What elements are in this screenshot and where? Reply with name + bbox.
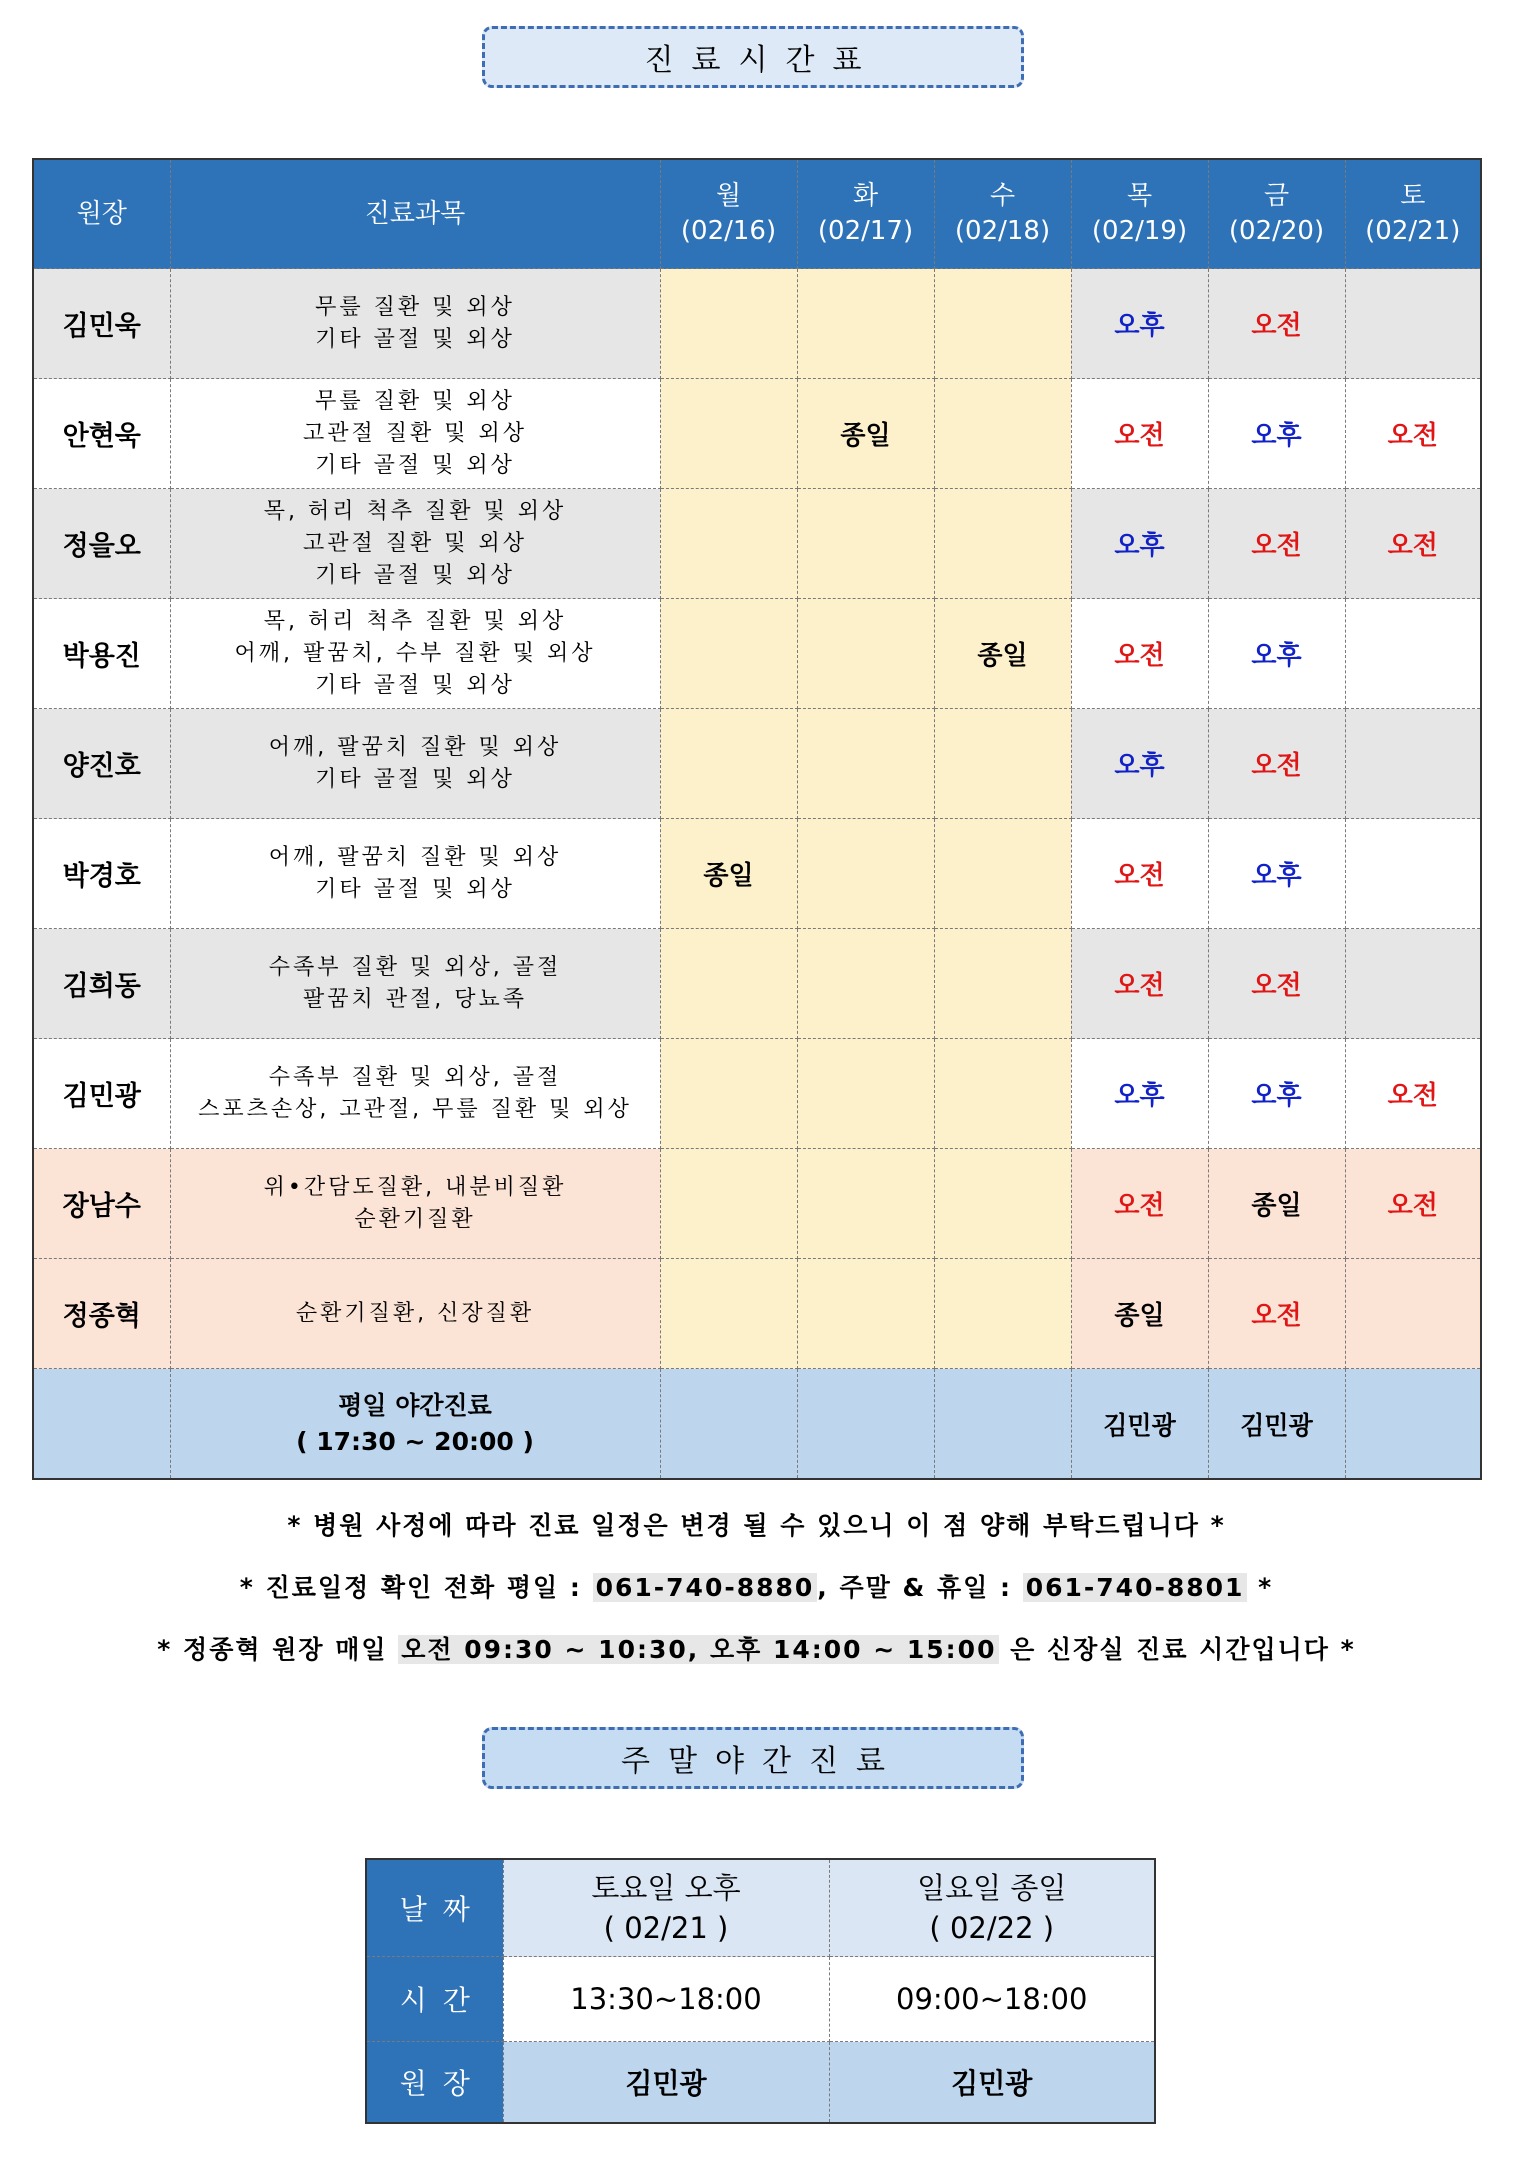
- schedule-slot: [934, 709, 1071, 819]
- schedule-slot: [934, 929, 1071, 1039]
- doctor-row: [33, 1039, 1481, 1149]
- weekend-date-cell: 일요일 종일 ( 02/22 ): [829, 1859, 1155, 1957]
- schedule-slot: 오전: [1345, 489, 1481, 599]
- schedule-slot: [1345, 1259, 1481, 1369]
- schedule-slot: [660, 1039, 797, 1149]
- subject-line: 기타 골절 및 외상: [315, 876, 515, 902]
- day-header: 화 (02/17): [797, 159, 934, 269]
- schedule-slot: 오후: [1071, 489, 1208, 599]
- schedule-slot: 오전: [1208, 1259, 1345, 1369]
- schedule-slot: 오전: [1208, 489, 1345, 599]
- subject-line: 기타 골절 및 외상: [315, 326, 515, 352]
- date-label: 날짜: [366, 1859, 503, 1957]
- schedule-slot: 종일: [934, 599, 1071, 709]
- weekday-phone: 061-740-8880: [593, 1573, 818, 1602]
- weekend-table: [365, 1858, 1156, 2124]
- schedule-slot: 오전: [1208, 269, 1345, 379]
- subject-line: 어깨, 팔꿈치, 수부 질환 및 외상: [234, 640, 596, 666]
- weekend-time-row: [366, 1957, 1155, 2042]
- schedule-slot: [1345, 709, 1481, 819]
- schedule-slot: [797, 1039, 934, 1149]
- doctor-row: [33, 1259, 1481, 1369]
- subject-cell: [170, 489, 660, 599]
- doctor-name: 김민욱: [33, 269, 170, 379]
- schedule-slot: 종일: [1071, 1259, 1208, 1369]
- subject-line: 어깨, 팔꿈치 질환 및 외상: [268, 844, 562, 870]
- subject-cell: [170, 1039, 660, 1149]
- dialysis-hours: 오전 09:30 ~ 10:30, 오후 14:00 ~ 15:00: [398, 1635, 999, 1664]
- subject-line: 목, 허리 척추 질환 및 외상: [263, 608, 567, 634]
- night-clinic-label: [170, 1369, 660, 1480]
- subject-cell: [170, 929, 660, 1039]
- doctor-name: 정종혁: [33, 1259, 170, 1369]
- subject-line: 스포츠손상, 고관절, 무릎 질환 및 외상: [198, 1096, 632, 1122]
- doctor-row: [33, 269, 1481, 379]
- day-header: 월 (02/16): [660, 159, 797, 269]
- night-clinic-slot: 김민광: [1071, 1369, 1208, 1480]
- schedule-slot: 오후: [1071, 1039, 1208, 1149]
- doctor-header: 원장: [33, 159, 170, 269]
- schedule-slot: [934, 819, 1071, 929]
- weekend-time-cell: 09:00~18:00: [829, 1957, 1155, 2042]
- doctor-name: 장남수: [33, 1149, 170, 1259]
- schedule-slot: 오전: [1071, 599, 1208, 709]
- schedule-slot: [660, 1149, 797, 1259]
- subject-line: 고관절 질환 및 외상: [303, 420, 527, 446]
- subject-cell: [170, 1149, 660, 1259]
- weekend-date-row: [366, 1859, 1155, 1957]
- doctor-name: 안현욱: [33, 379, 170, 489]
- schedule-slot: 오후: [1208, 379, 1345, 489]
- subject-line: 기타 골절 및 외상: [315, 452, 515, 478]
- notice-phone: * 진료일정 확인 전화 평일 : 061-740-8880 , 주말 & 휴일 : 061-740-8801 *: [239, 1573, 1274, 1602]
- schedule-slot: 오전: [1345, 1039, 1481, 1149]
- weekend-doctor-cell: 김민광: [829, 2042, 1155, 2124]
- schedule-slot: [797, 269, 934, 379]
- schedule-slot: [660, 269, 797, 379]
- subject-line: 순환기질환, 신장질환: [295, 1300, 535, 1326]
- schedule-slot: 오후: [1071, 269, 1208, 379]
- time-label: 시간: [366, 1957, 503, 2042]
- subject-line: 팔꿈치 관절, 당뇨족: [303, 986, 527, 1012]
- doctor-row: [33, 489, 1481, 599]
- subject-line: 고관절 질환 및 외상: [303, 530, 527, 556]
- schedule-slot: 종일: [797, 379, 934, 489]
- doctor-row: [33, 819, 1481, 929]
- subject-line: 수족부 질환 및 외상, 골절: [268, 1064, 562, 1090]
- doctor-row: [33, 599, 1481, 709]
- schedule-slot: [1345, 929, 1481, 1039]
- subject-cell: [170, 1259, 660, 1369]
- schedule-slot: [797, 929, 934, 1039]
- night-clinic-slot: [1345, 1369, 1481, 1480]
- schedule-slot: [934, 1039, 1071, 1149]
- schedule-slot: 오전: [1345, 379, 1481, 489]
- doctor-row: [33, 1149, 1481, 1259]
- day-header: 토 (02/21): [1345, 159, 1481, 269]
- schedule-slot: [660, 599, 797, 709]
- subject-line: 기타 골절 및 외상: [315, 672, 515, 698]
- night-clinic-slot: [934, 1369, 1071, 1480]
- schedule-slot: [797, 599, 934, 709]
- weekend-phone: 061-740-8801: [1023, 1573, 1248, 1602]
- weekend-title: 주말야간진료: [482, 1727, 1024, 1789]
- schedule-slot: [660, 489, 797, 599]
- subject-cell: [170, 269, 660, 379]
- day-header: 목 (02/19): [1071, 159, 1208, 269]
- schedule-slot: 오전: [1208, 929, 1345, 1039]
- schedule-slot: [1345, 819, 1481, 929]
- weekend-date-cell: 토요일 오후 ( 02/21 ): [503, 1859, 829, 1957]
- schedule-slot: [797, 489, 934, 599]
- night-clinic-row: [33, 1369, 1481, 1480]
- doctor-row: [33, 709, 1481, 819]
- subject-line: 위•간담도질환, 내분비질환: [263, 1174, 567, 1200]
- doctor-name: 양진호: [33, 709, 170, 819]
- schedule-slot: [660, 709, 797, 819]
- doctor-name: 박경호: [33, 819, 170, 929]
- schedule-slot: [934, 489, 1071, 599]
- schedule-slot: [1345, 269, 1481, 379]
- doctor-name: 김민광: [33, 1039, 170, 1149]
- weekend-doctor-cell: 김민광: [503, 2042, 829, 2124]
- weekend-doctor-row: [366, 2042, 1155, 2124]
- schedule-slot: [934, 1149, 1071, 1259]
- day-header: 수 (02/18): [934, 159, 1071, 269]
- schedule-slot: 오후: [1208, 819, 1345, 929]
- night-clinic-slot: 김민광: [1208, 1369, 1345, 1480]
- subject-cell: [170, 709, 660, 819]
- doctor-label: 원장: [366, 2042, 503, 2124]
- schedule-slot: 오전: [1071, 929, 1208, 1039]
- schedule-slot: [934, 269, 1071, 379]
- subject-line: 목, 허리 척추 질환 및 외상: [263, 498, 567, 524]
- schedule-slot: [660, 1259, 797, 1369]
- schedule-slot: [660, 929, 797, 1039]
- schedule-slot: [934, 1259, 1071, 1369]
- schedule-slot: [1345, 599, 1481, 709]
- notice-schedule-change: * 병원 사정에 따라 진료 일정은 변경 될 수 있으니 이 점 양해 부탁드립니다 *: [287, 1511, 1226, 1540]
- subject-line: 어깨, 팔꿈치 질환 및 외상: [268, 734, 562, 760]
- weekend-time-cell: 13:30~18:00: [503, 1957, 829, 2042]
- subject-line: 기타 골절 및 외상: [315, 766, 515, 792]
- subject-cell: [170, 379, 660, 489]
- schedule-slot: 종일: [660, 819, 797, 929]
- subject-line: 기타 골절 및 외상: [315, 562, 515, 588]
- night-clinic-slot: [660, 1369, 797, 1480]
- schedule-slot: 종일: [1208, 1149, 1345, 1259]
- subject-cell: [170, 819, 660, 929]
- schedule-slot: [660, 379, 797, 489]
- subject-line: 수족부 질환 및 외상, 골절: [268, 954, 562, 980]
- schedule-slot: [797, 709, 934, 819]
- doctor-row: [33, 379, 1481, 489]
- schedule-slot: [797, 819, 934, 929]
- schedule-slot: [797, 1149, 934, 1259]
- schedule-slot: 오전: [1345, 1149, 1481, 1259]
- doctor-name: 정을오: [33, 489, 170, 599]
- subject-line: 무릎 질환 및 외상: [315, 388, 515, 414]
- doctor-name: 박용진: [33, 599, 170, 709]
- night-clinic-slot: [797, 1369, 934, 1480]
- schedule-title: 진료시간표: [482, 26, 1024, 88]
- subject-line: 순환기질환: [354, 1206, 476, 1232]
- schedule-slot: [934, 379, 1071, 489]
- doctor-row: [33, 929, 1481, 1039]
- schedule-slot: 오전: [1071, 819, 1208, 929]
- notice-dialysis: * 정종혁 원장 매일 오전 09:30 ~ 10:30, 오후 14:00 ~ 15:00 은 신장실 진료 시간입니다 *: [157, 1635, 1356, 1664]
- subject-cell: [170, 599, 660, 709]
- schedule-slot: 오전: [1208, 709, 1345, 819]
- day-header: 금 (02/20): [1208, 159, 1345, 269]
- schedule-slot: 오후: [1071, 709, 1208, 819]
- night-clinic-time: ( 17:30 ~ 20:00 ): [296, 1426, 534, 1456]
- subject-line: 무릎 질환 및 외상: [315, 294, 515, 320]
- empty-cell: [33, 1369, 170, 1480]
- doctor-name: 김희동: [33, 929, 170, 1039]
- schedule-slot: [797, 1259, 934, 1369]
- schedule-header-row: [33, 159, 1481, 269]
- night-clinic-title: 평일 야간진료: [338, 1390, 492, 1420]
- schedule-table: [32, 158, 1482, 1480]
- schedule-slot: 오후: [1208, 1039, 1345, 1149]
- schedule-slot: 오전: [1071, 379, 1208, 489]
- subject-header: 진료과목: [170, 159, 660, 269]
- schedule-slot: 오후: [1208, 599, 1345, 709]
- schedule-slot: 오전: [1071, 1149, 1208, 1259]
